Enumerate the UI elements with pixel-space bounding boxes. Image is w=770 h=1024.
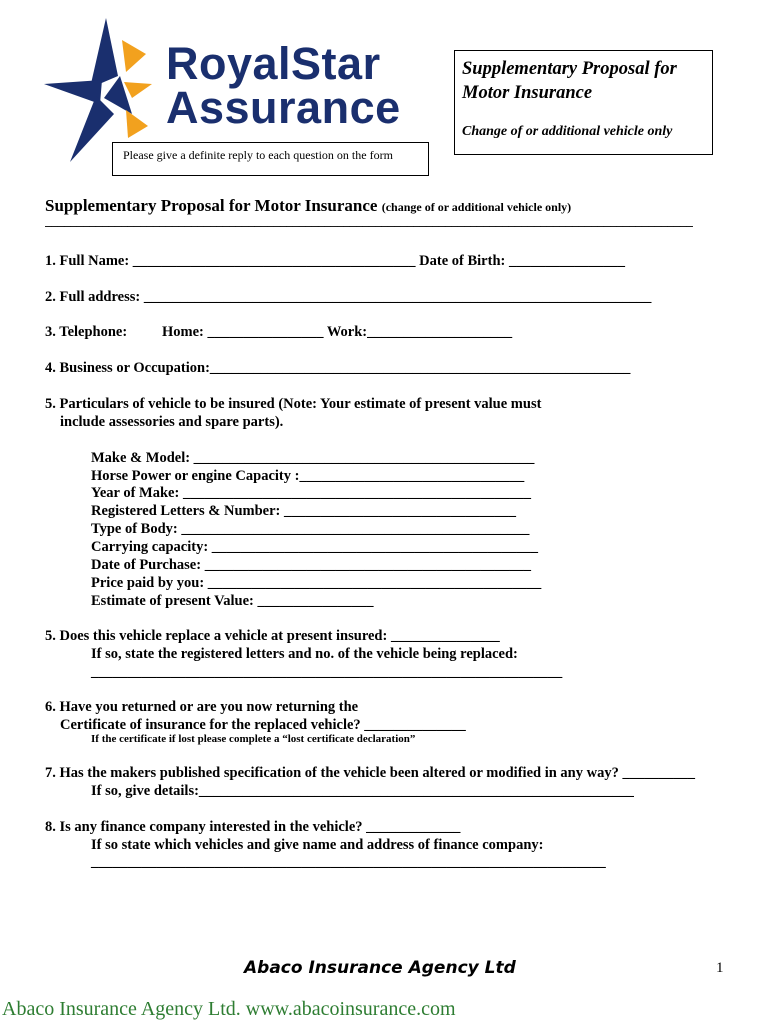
q5-field-present-value[interactable]: Estimate of present Value: ________________ <box>91 593 374 609</box>
q5-particulars-line-2: include assessories and spare parts). <box>60 414 284 430</box>
q2-full-address[interactable]: 2. Full address: ______________________________________________________________________ <box>45 289 652 305</box>
q5-field-year-of-make[interactable]: Year of Make: ________________________________________________ <box>91 485 531 501</box>
q6-returning-line-1: 6. Have you returned or are you now returning the <box>45 699 359 715</box>
logo-line-2: Assurance <box>166 82 401 133</box>
q5-field-engine-capacity[interactable]: Horse Power or engine Capacity :_______________________________ <box>91 468 525 484</box>
heading-rule: ______________________________________________________________________________________________________ <box>45 213 693 228</box>
form-heading-small: (change of or additional vehicle only) <box>381 200 572 214</box>
q7-details[interactable]: If so, give details:____________________________________________________________ <box>91 783 634 799</box>
q5-field-price-paid[interactable]: Price paid by you: ______________________________________________ <box>91 575 542 591</box>
title-box-title: Supplementary Proposal for Motor Insurance <box>462 59 677 103</box>
form-heading-main: Supplementary Proposal for Motor Insurance <box>45 196 378 215</box>
q8-finance-company[interactable]: 8. Is any finance company interested in the vehicle? _____________ <box>45 819 461 835</box>
q8-finance-details-line[interactable]: _______________________________________________________________________ <box>91 854 606 870</box>
q8-finance-details-label: If so state which vehicles and give name and address of finance company: <box>91 837 544 853</box>
q5-field-carrying-capacity[interactable]: Carrying capacity: _____________________________________________ <box>91 539 539 555</box>
q6-lost-certificate-note: If the certificate if lost please complete a “lost certificate declaration” <box>91 733 416 745</box>
q5-particulars-line-1: 5. Particulars of vehicle to be insured (Note: Your estimate of present value must <box>45 396 542 412</box>
q5b-replace-vehicle[interactable]: 5. Does this vehicle replace a vehicle at present insured: _______________ <box>45 628 500 644</box>
q5-field-body-type[interactable]: Type of Body: ________________________________________________ <box>91 521 530 537</box>
q3-telephone-fields[interactable]: Home: ________________ Work:____________________ <box>162 324 513 340</box>
q5-field-registration[interactable]: Registered Letters & Number: ________________________________ <box>91 503 517 519</box>
royalstar-logo-text <box>166 38 401 133</box>
q5-field-make-model[interactable]: Make & Model: _______________________________________________ <box>91 450 535 466</box>
logo-line-1: RoyalStar <box>166 38 381 89</box>
q4-occupation[interactable]: 4. Business or Occupation:__________________________________________________________ <box>45 360 631 376</box>
q1-full-name-dob[interactable]: 1. Full Name: _______________________________________ Date of Birth: ________________ <box>45 253 625 269</box>
q5b-replaced-details-label: If so, state the registered letters and no. of the vehicle being replaced: <box>91 646 518 662</box>
footer-agency-name: Abaco Insurance Agency Ltd <box>244 958 516 978</box>
q3-telephone-label: 3. Telephone: <box>45 324 128 340</box>
footer-url-line[interactable]: Abaco Insurance Agency Ltd. www.abacoinsurance.com <box>2 998 456 1020</box>
instruction-text: Please give a definite reply to each question on the form <box>123 148 393 162</box>
q5-field-date-of-purchase[interactable]: Date of Purchase: _____________________________________________ <box>91 557 531 573</box>
title-box-subtitle: Change of or additional vehicle only <box>462 124 673 139</box>
q6-returning-line-2[interactable]: Certificate of insurance for the replaced vehicle? ______________ <box>60 717 466 733</box>
q7-modified-vehicle[interactable]: 7. Has the makers published specification of the vehicle been altered or modified in any way? __________ <box>45 765 695 781</box>
page-number: 1 <box>716 960 724 976</box>
q5b-replaced-details-line[interactable]: _________________________________________________________________ <box>91 664 563 680</box>
